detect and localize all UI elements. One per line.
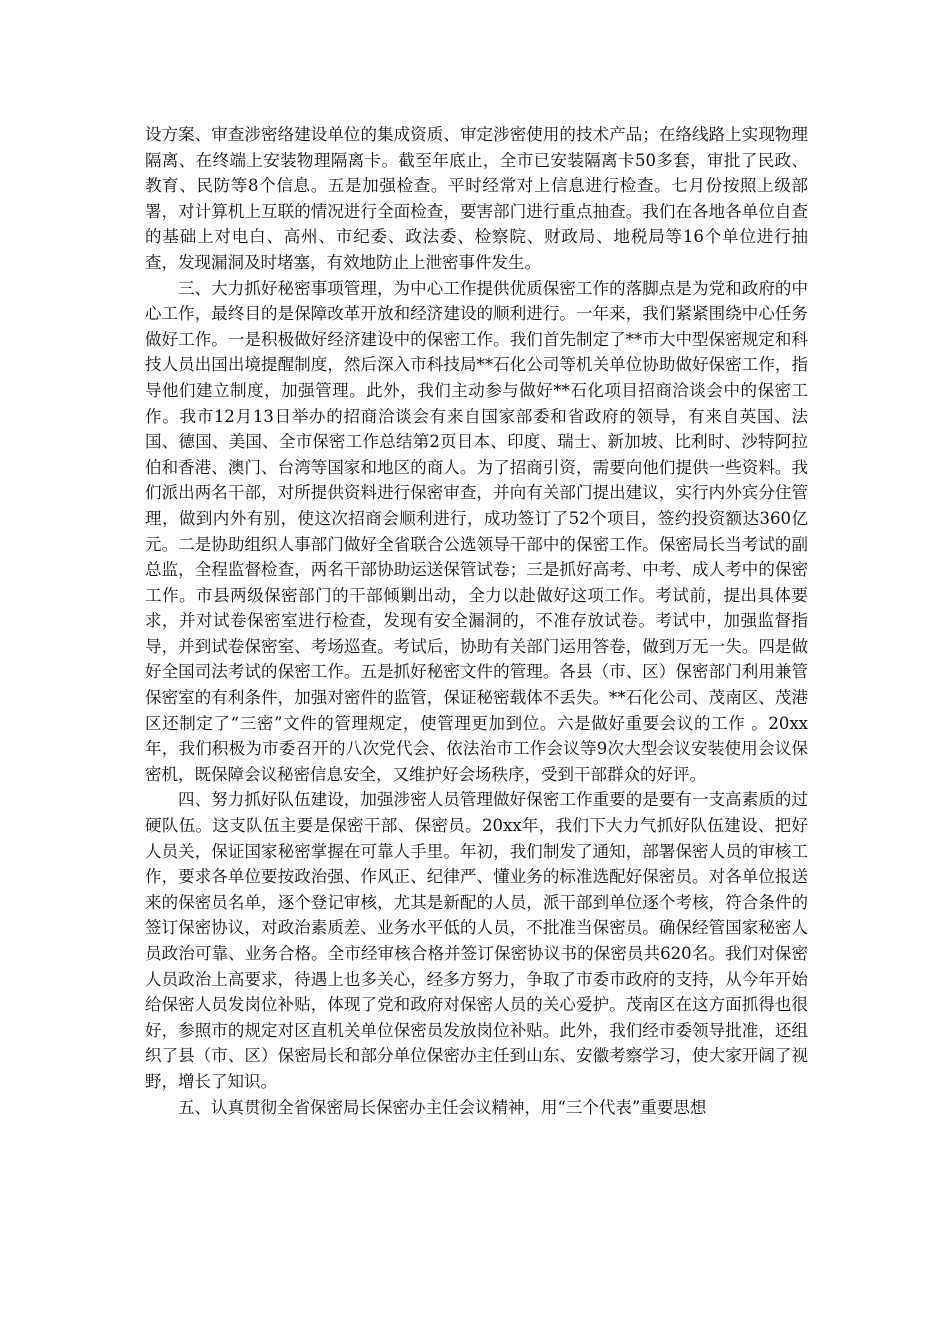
document-body: [145, 122, 808, 1120]
paragraph-4: 五、认真贯彻全省保密局长保密办主任会议精神，用“三个代表”重要思想: [178, 1097, 707, 1117]
paragraph-2: 三、大力抓好秘密事项管理，为中心工作提供优质保密工作的落脚点是为党和政府的中心工作，最终目的是保障改革开放和经济建设的顺利进行。一年来，我们紧紧围绕中心任务做好工作。一是积极做好经济建设中的保密工作。我们首先制定了**市大中型保密规定和科技人员出国出境提醒制度，然后深入市科技局**石化公司等机关单位协助做好保密工作，指导他们建立制度，加强管理。此外，我们主动参与做好**石化项目招商洽谈会中的保密工作。我市12月13日举办的招商洽谈会有来自国家部委和省政府的领导，有来自英国、法国、德国、美国、全市保密工作总结第2页日本、印度、瑞士、新加坡、比利时、沙特阿拉伯和香港、澳门、台湾等国家和地区的商人。为了招商引资，需要向他们提供一些资料。我们派出两名干部，对所提供资料进行保密审查，并向有关部门提出建议，实行内外宾分住管理，做到内外有别，使这次招商会顺利进行，成功签订了52个项目，签约投资额达360亿元。二是协助组织人事部门做好全省联合公选领导干部中的保密工作。保密局长当考试的副总监，全程监督检查，两名干部协助运送保管试卷；三是抓好高考、中考、成人考中的保密工作。市县两级保密部门的干部倾剿出动，全力以赴做好这项工作。考试前，提出具体要求，并对试卷保密室进行检查，发现有安全漏洞的，不准存放试卷。考试中，加强监督指导，并到试卷保密室、考场巡查。考试后，协助有关部门运用答卷，做到万无一失。四是做好全国司法考试的保密工作。五是抓好秘密文件的管理。各县（市、区）保密部门利用兼管保密室的有利条件，加强对密件的监管，保证秘密载体不丢失。**石化公司、茂南区、茂港区还制定了“三密”文件的管理规定，使管理更加到位。六是做好重要会议的工作 。20xx年，我们积极为市委召开的八次党代会、依法治市工作会议等9次大型会议安装使用会议保密机，既保障会议秘密信息安全，又维护好会场秩序，受到干部群众的好评。: [145, 278, 808, 784]
paragraph-1: 设方案、审查涉密络建设单位的集成资质、审定涉密使用的技术产品；在络线路上实现物理隔离、在终端上安装物理隔离卡。截至年底止，全市已安装隔离卡50多套，审批了民政、教育、民防等8个信息。五是加强检查。平时经常对上信息进行检查。七月份按照上级部署，对计算机上互联的情况进行全面检查，要害部门进行重点抽查。我们在各地各单位自查的基础上对电白、高州、市纪委、政法委、检察院、财政局、地税局等16个单位进行抽查，发现漏洞及时堵塞，有效地防止上泄密事件发生。: [145, 125, 808, 272]
paragraph-3: 四、努力抓好队伍建设，加强涉密人员管理做好保密工作重要的是要有一支高素质的过硬队伍。这支队伍主要是保密干部、保密员。20xx年，我们下大力气抓好队伍建设、把好人员关，保证国家秘密掌握在可靠人手里。年初，我们制发了通知，部署保密人员的审核工作，要求各单位要按政治强、作风正、纪律严、懂业务的标准选配好保密员。对各单位报送来的保密员名单，逐个登记审核，尤其是新配的人员，派干部到单位逐个考核，符合条件的签订保密协议，对政治素质差、业务水平低的人员，不批准当保密员。确保经管国家秘密人员政治可靠、业务合格。全市经审核合格并签订保密协议书的保密员共620名。我们对保密人员政治上高要求，待遇上也多关心，经多方努力，争取了市委市政府的支持，从今年开始给保密人员发岗位补贴，体现了党和政府对保密人员的关心爱护。茂南区在这方面抓得也很好，参照市的规定对区直机关单位保密员发放岗位补贴。此外，我们经市委领导批准，还组织了县（市、区）保密局长和部分单位保密办主任到山东、安徽考察学习，使大家开阔了视野，增长了知识。: [145, 790, 808, 1091]
